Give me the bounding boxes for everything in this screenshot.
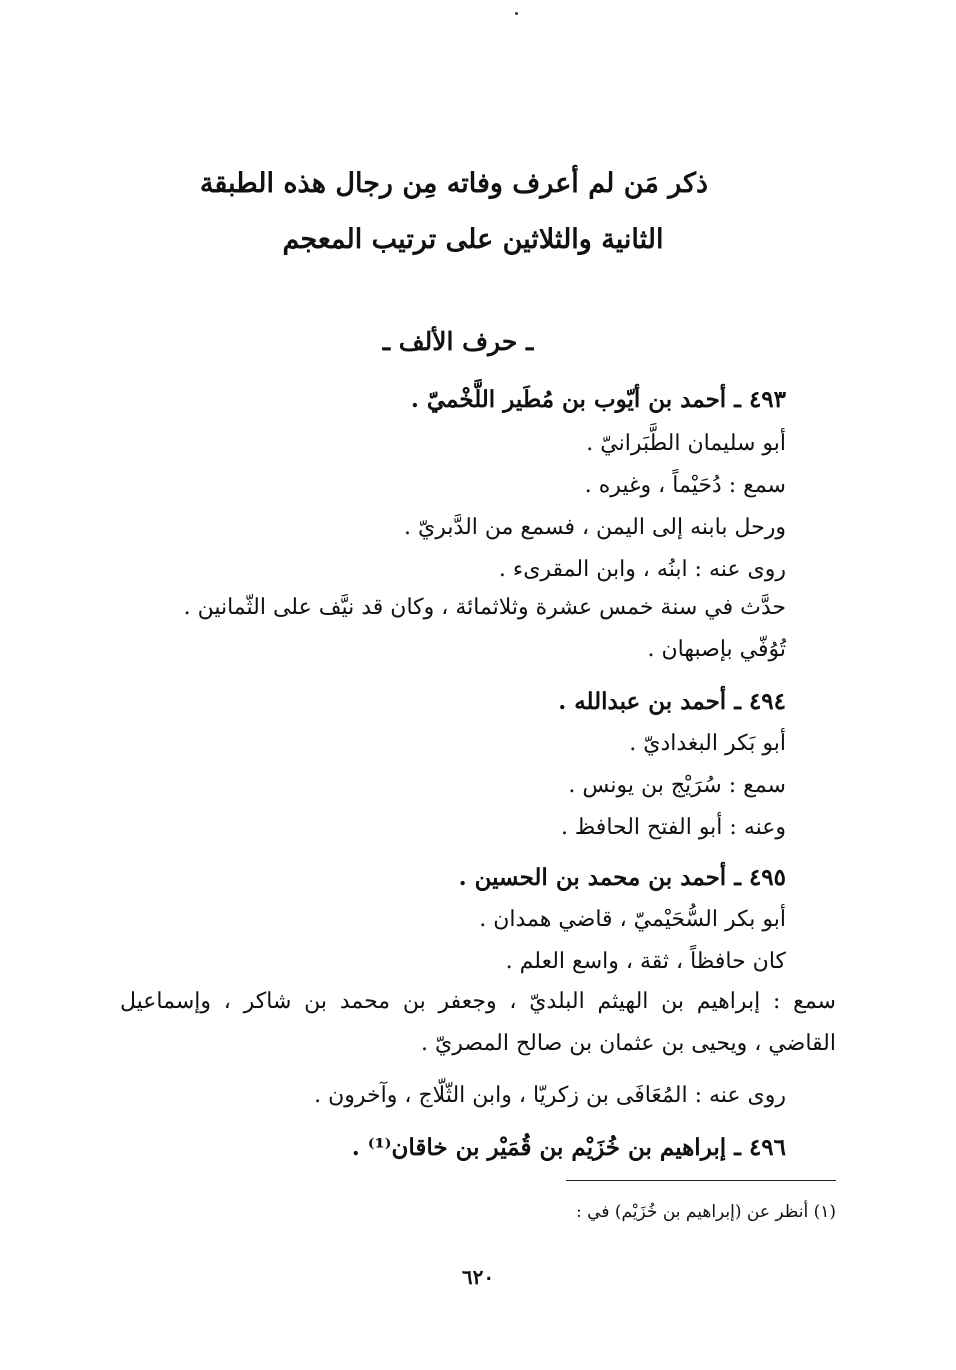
footnote: (١) أنظر عن (إبراهيم بن خُزَيْم) في : <box>576 1202 836 1222</box>
entry-493-heading: ٤٩٣ ـ أحمد بن أيّوب بن مُطَير اللَّخْميّ . <box>410 386 786 413</box>
entry-494-heading: ٤٩٤ ـ أحمد بن عبدالله . <box>558 688 786 715</box>
entry-493-line: حدَّث في سنة خمس عشرة وثلاثمائة ، وكان قد نيَّف على الثّمانين . <box>183 595 786 620</box>
entry-493-line: روى عنه : ابنُه ، وابن المقرىء . <box>498 557 786 582</box>
entry-495-heading: ٤٩٥ ـ أحمد بن محمد بن الحسين . <box>458 864 786 891</box>
entry-496-heading: ٤٩٦ ـ إبراهيم بن خُزَيْم بن قُمَيْر بن خاقان⁽¹⁾ . <box>351 1134 786 1161</box>
print-speck <box>515 12 518 15</box>
page-number: ٦٢٠ <box>461 1265 495 1289</box>
entry-493-line: ورحل بابنه إلى اليمن ، فسمع من الدَّبريّ . <box>404 515 786 540</box>
entry-495-line: القاضي ، ويحيى بن عثمان بن صالح المصريّ . <box>421 1031 836 1056</box>
entry-493-line: أبو سليمان الطَّبَرانيّ . <box>586 431 786 456</box>
page-heading-line-1: ذكر مَن لم أعرف وفاته مِن رجال هذه الطبقة <box>199 168 708 199</box>
entry-493-line: تُوُفّي بإصبهان . <box>647 637 786 662</box>
entry-494-line: أبو بَكر البغداديّ . <box>629 731 786 756</box>
entry-494-line: وعنه : أبو الفتح الحافظ . <box>560 815 786 840</box>
section-title: ـ حرف الألف ـ <box>382 327 534 356</box>
footnote-divider <box>566 1180 836 1181</box>
entry-494-line: سمع : سُرَيْج بن يونس . <box>568 773 786 798</box>
entry-495-line: روى عنه : المُعَافَى بن زكريّا ، وابن الثّلّاج ، وآخرون . <box>314 1083 786 1108</box>
page-heading-line-2: الثانية والثلاثين على ترتيب المعجم <box>282 224 664 255</box>
entry-495-line: سمع : إبراهيم بن الهيثم البلديّ ، وجعفر بن محمد بن شاكر ، وإسماعيل <box>120 989 836 1014</box>
entry-495-line: أبو بكر السُّحَيْميّ ، قاضي همدان . <box>479 907 786 932</box>
entry-495-line: كان حافظاً ، ثقة ، واسع العلم . <box>505 949 786 974</box>
entry-493-line: سمع : دُحَيْماً ، وغيره . <box>584 473 786 498</box>
